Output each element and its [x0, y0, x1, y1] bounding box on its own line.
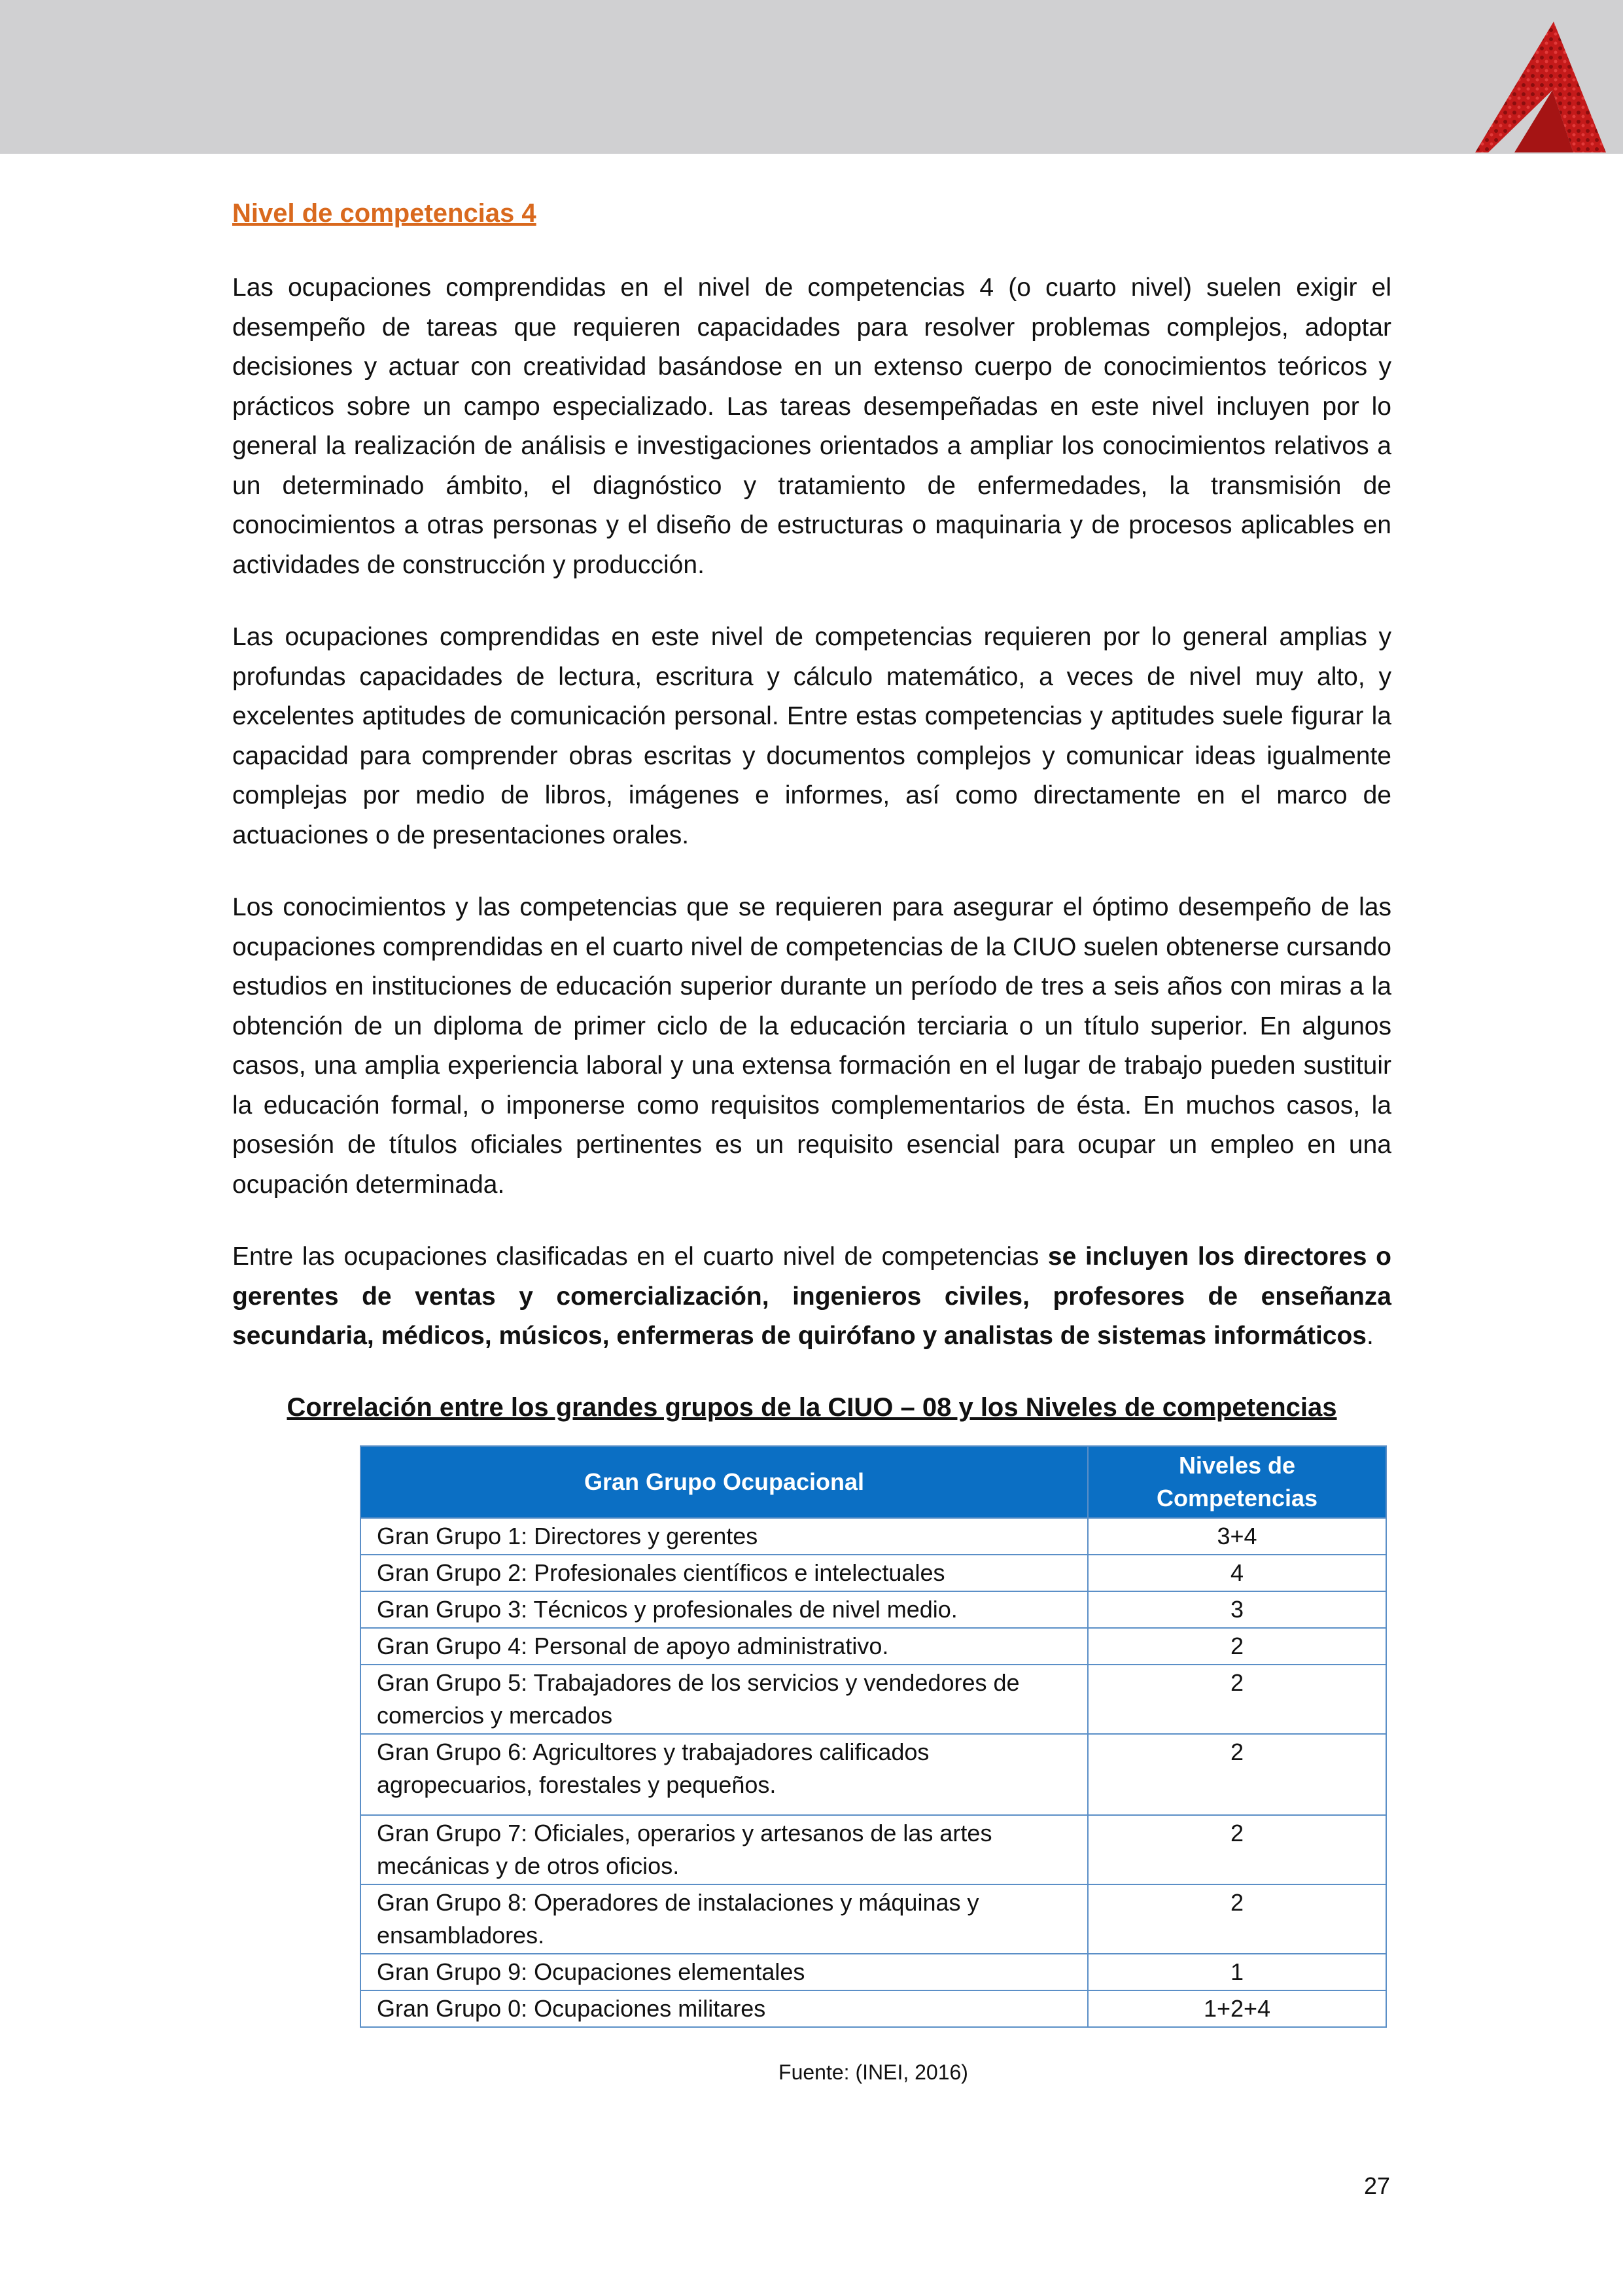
group-cell: Gran Grupo 5: Trabajadores de los servicios y vendedores de comercios y mercados	[360, 1665, 1088, 1734]
level-cell: 1	[1088, 1954, 1386, 1990]
group-cell: Gran Grupo 1: Directores y gerentes	[360, 1518, 1088, 1555]
level-cell: 2	[1088, 1628, 1386, 1665]
table-title: Correlación entre los grandes grupos de la CIUO – 08 y los Niveles de competencias	[287, 1392, 1337, 1422]
paragraph-3: Los conocimientos y las competencias que se requieren para asegurar el óptimo desempeño de las ocupaciones comprendidas en el cuarto nivel de competencias de la CIUO suelen obtenerse cursando estudios en instituciones de educación superior durante un período de tres a seis años con miras a la obtención de un diploma de primer ciclo de la educación terciaria o un título superior. En algunos casos, una amplia experiencia laboral y una extensa formación en el lugar de trabajo pueden sustituir la educación formal, o imponerse como requisitos complementarios de ésta. En muchos casos, la posesión de títulos oficiales pertinentes es un requisito esencial para ocupar un empleo en una ocupación determinada.	[232, 893, 1391, 1199]
header-niveles: Niveles de Competencias	[1088, 1446, 1386, 1518]
level-cell: 1+2+4	[1088, 1990, 1386, 2027]
paragraph-4-bold: se incluyen los directores o gerentes de ventas y comercialización, ingenieros civiles, profesores de enseñanza secundaria, médicos, músicos, enfermeras de quirófano y analistas de sistemas informáticos	[232, 1243, 1391, 1350]
table-header-row	[360, 1446, 1386, 1518]
section-heading: Nivel de competencias 4	[232, 199, 536, 228]
group-cell: Gran Grupo 9: Ocupaciones elementales	[360, 1954, 1088, 1990]
level-cell: 3	[1088, 1591, 1386, 1628]
header-band	[0, 0, 1623, 154]
document-body	[232, 190, 1391, 2085]
group-cell: Gran Grupo 8: Operadores de instalaciones y máquinas y ensambladores.	[360, 1884, 1088, 1954]
table-row	[360, 1518, 1386, 1555]
level-cell: 4	[1088, 1555, 1386, 1591]
red-triangle-logo-icon	[1475, 18, 1609, 156]
table-row	[360, 1628, 1386, 1665]
group-cell: Gran Grupo 3: Técnicos y profesionales de nivel medio.	[360, 1591, 1088, 1628]
table-row	[360, 1884, 1386, 1954]
level-cell: 2	[1088, 1884, 1386, 1954]
paragraph-4	[232, 1237, 1391, 1356]
page-number: 27	[1364, 2172, 1391, 2199]
table-row	[360, 1815, 1386, 1884]
group-cell: Gran Grupo 6: Agricultores y trabajadores calificados agropecuarios, forestales y pequeños.	[360, 1734, 1088, 1815]
group-cell: Gran Grupo 4: Personal de apoyo administrativo.	[360, 1628, 1088, 1665]
paragraph-4-suffix: .	[1366, 1322, 1374, 1350]
paragraph-2: Las ocupaciones comprendidas en este nivel de competencias requieren por lo general amplias y profundas capacidades de lectura, escritura y cálculo matemático, a veces de nivel muy alto, y excelentes aptitudes de comunicación personal. Entre estas competencias y aptitudes suele figurar la capacidad para comprender obras escritas y documentos complejos y comunicar ideas igualmente complejas por medio de libros, imágenes e informes, así como directamente en el marco de actuaciones o de presentaciones orales.	[232, 623, 1391, 849]
level-cell: 2	[1088, 1734, 1386, 1815]
table-row	[360, 1665, 1386, 1734]
correlation-table	[360, 1445, 1387, 2028]
level-cell: 3+4	[1088, 1518, 1386, 1555]
header-gran-grupo: Gran Grupo Ocupacional	[360, 1446, 1088, 1518]
table-row	[360, 1555, 1386, 1591]
paragraph-1: Las ocupaciones comprendidas en el nivel de competencias 4 (o cuarto nivel) suelen exigir el desempeño de tareas que requieren capacidades para resolver problemas complejos, adoptar decisiones y actuar con creatividad basándose en un extenso cuerpo de conocimientos teóricos y prácticos sobre un campo especializado. Las tareas desempeñadas en este nivel incluyen por lo general la realización de análisis e investigaciones orientados a ampliar los conocimientos relativos a un determinado ámbito, el diagnóstico y tratamiento de enfermedades, la transmisión de conocimientos a otras personas y el diseño de estructuras o maquinaria y de procesos aplicables en actividades de construcción y producción.	[232, 274, 1391, 579]
group-cell: Gran Grupo 0: Ocupaciones militares	[360, 1990, 1088, 2027]
level-cell: 2	[1088, 1665, 1386, 1734]
table-row	[360, 1591, 1386, 1628]
table-row	[360, 1954, 1386, 1990]
level-cell: 2	[1088, 1815, 1386, 1884]
paragraph-4-prefix: Entre las ocupaciones clasificadas en el cuarto nivel de competencias	[232, 1243, 1048, 1271]
table-row	[360, 1990, 1386, 2027]
table-row	[360, 1734, 1386, 1815]
table-source: Fuente: (INEI, 2016)	[778, 2060, 968, 2084]
group-cell: Gran Grupo 7: Oficiales, operarios y artesanos de las artes mecánicas y de otros oficios.	[360, 1815, 1088, 1884]
group-cell: Gran Grupo 2: Profesionales científicos e intelectuales	[360, 1555, 1088, 1591]
